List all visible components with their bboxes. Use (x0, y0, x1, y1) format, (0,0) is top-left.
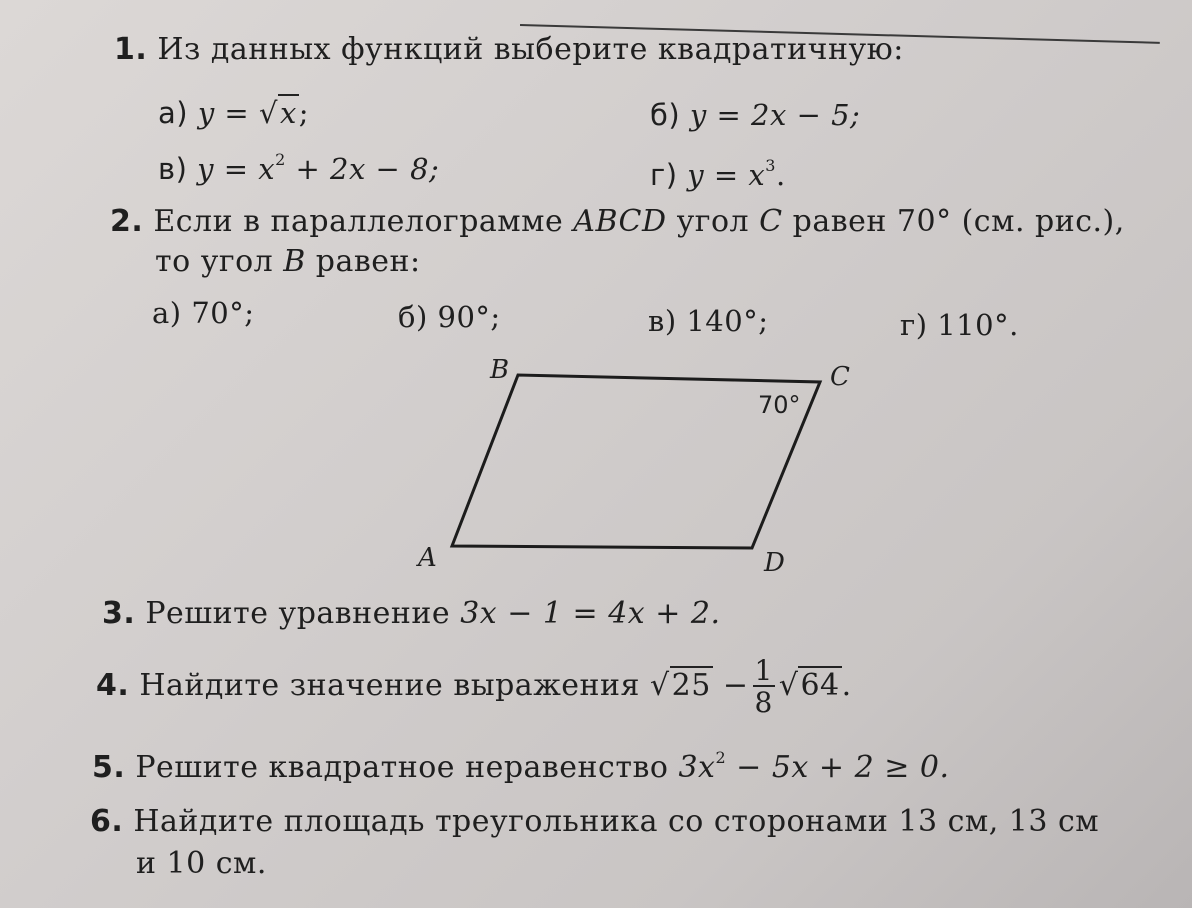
vertex-c-label: C (830, 362, 850, 392)
task-6-line-1 (90, 804, 1099, 839)
vertex-d-label: D (764, 548, 785, 578)
option-a-radicand: x (279, 96, 297, 130)
task-4-radicand-1: 25 (671, 668, 711, 703)
task-3-text: Решите уравнение (145, 596, 461, 631)
vertex-b-label: B (490, 355, 510, 385)
task-2-c: C (759, 204, 783, 239)
option-d-pre: y = x (687, 158, 766, 192)
task-4-frac-den: 8 (754, 686, 773, 719)
option-a-sqrt: √x (258, 96, 297, 130)
task-4-number: 4. (96, 668, 130, 703)
task-2-line1-mid: угол (666, 204, 760, 239)
option-a-end: ; (298, 96, 310, 130)
option-c-sup: 2 (275, 150, 286, 169)
task-2-number: 2. (110, 204, 144, 239)
task-4-text: Найдите значение выражения (139, 668, 650, 703)
task-2-line1-post: равен 70° (см. рис.), (782, 204, 1125, 239)
task-4-fraction (753, 654, 775, 719)
task-4-frac-num: 1 (754, 654, 773, 687)
task-2-line2-post: равен: (305, 244, 421, 279)
task-5-text: Решите квадратное неравенство (135, 750, 679, 785)
option-d-label: г) (650, 158, 678, 192)
task-2-line1-pre: Если в параллелограмме (153, 204, 574, 239)
angle-c-label: 70° (758, 391, 801, 419)
task-4-sqrt-2: √64 (778, 668, 840, 703)
task-4-end: . (841, 668, 852, 703)
option-b-expr: y = 2x − 5; (689, 98, 861, 132)
task-5-post: − 5x + 2 ≥ 0. (726, 750, 950, 785)
task-3-number: 3. (102, 596, 136, 631)
task-2-line2-pre: то угол (155, 244, 284, 279)
task-4-radicand-2: 64 (800, 668, 840, 703)
option-c-label: в) (158, 152, 188, 186)
task-5-number: 5. (92, 750, 126, 785)
task-3-expr: 3x − 1 = 4x + 2. (460, 596, 721, 631)
option-d-sup: 3 (765, 156, 776, 175)
task-6-line-2: и 10 см. (136, 846, 267, 881)
task-5 (92, 748, 949, 785)
option-a-label: а) (158, 96, 189, 130)
task-1-text: Из данных функций выберите квадратичную: (157, 32, 904, 67)
task-4-minus: − (722, 668, 749, 703)
task-3 (102, 596, 721, 631)
task-6-line1: Найдите площадь треугольника со сторонами 13 см, 13 см (133, 804, 1100, 839)
option-d-post: . (775, 158, 786, 192)
task-4 (96, 656, 852, 717)
task-4-sqrt-1: √25 (650, 668, 711, 703)
task-2-option-d: г) 110°. (900, 308, 1019, 342)
task-5-sup: 2 (715, 748, 727, 767)
option-c-pre: y = x (197, 152, 276, 186)
task-2-abcd: ABCD (573, 204, 667, 239)
task-2-option-b: б) 90°; (398, 300, 501, 334)
task-2-b: B (283, 244, 306, 279)
option-c-post: + 2x − 8; (285, 152, 440, 186)
vertex-a-label: A (418, 543, 437, 573)
task-6-number: 6. (90, 804, 124, 839)
option-a-eq: = (224, 96, 250, 130)
option-a-lhs: y (197, 96, 215, 130)
task-5-pre: 3x (678, 750, 716, 785)
task-2-option-c: в) 140°; (648, 304, 769, 338)
task-1-number: 1. (114, 32, 148, 67)
task-2-option-a: а) 70°; (152, 296, 255, 330)
option-b-label: б) (650, 98, 681, 132)
